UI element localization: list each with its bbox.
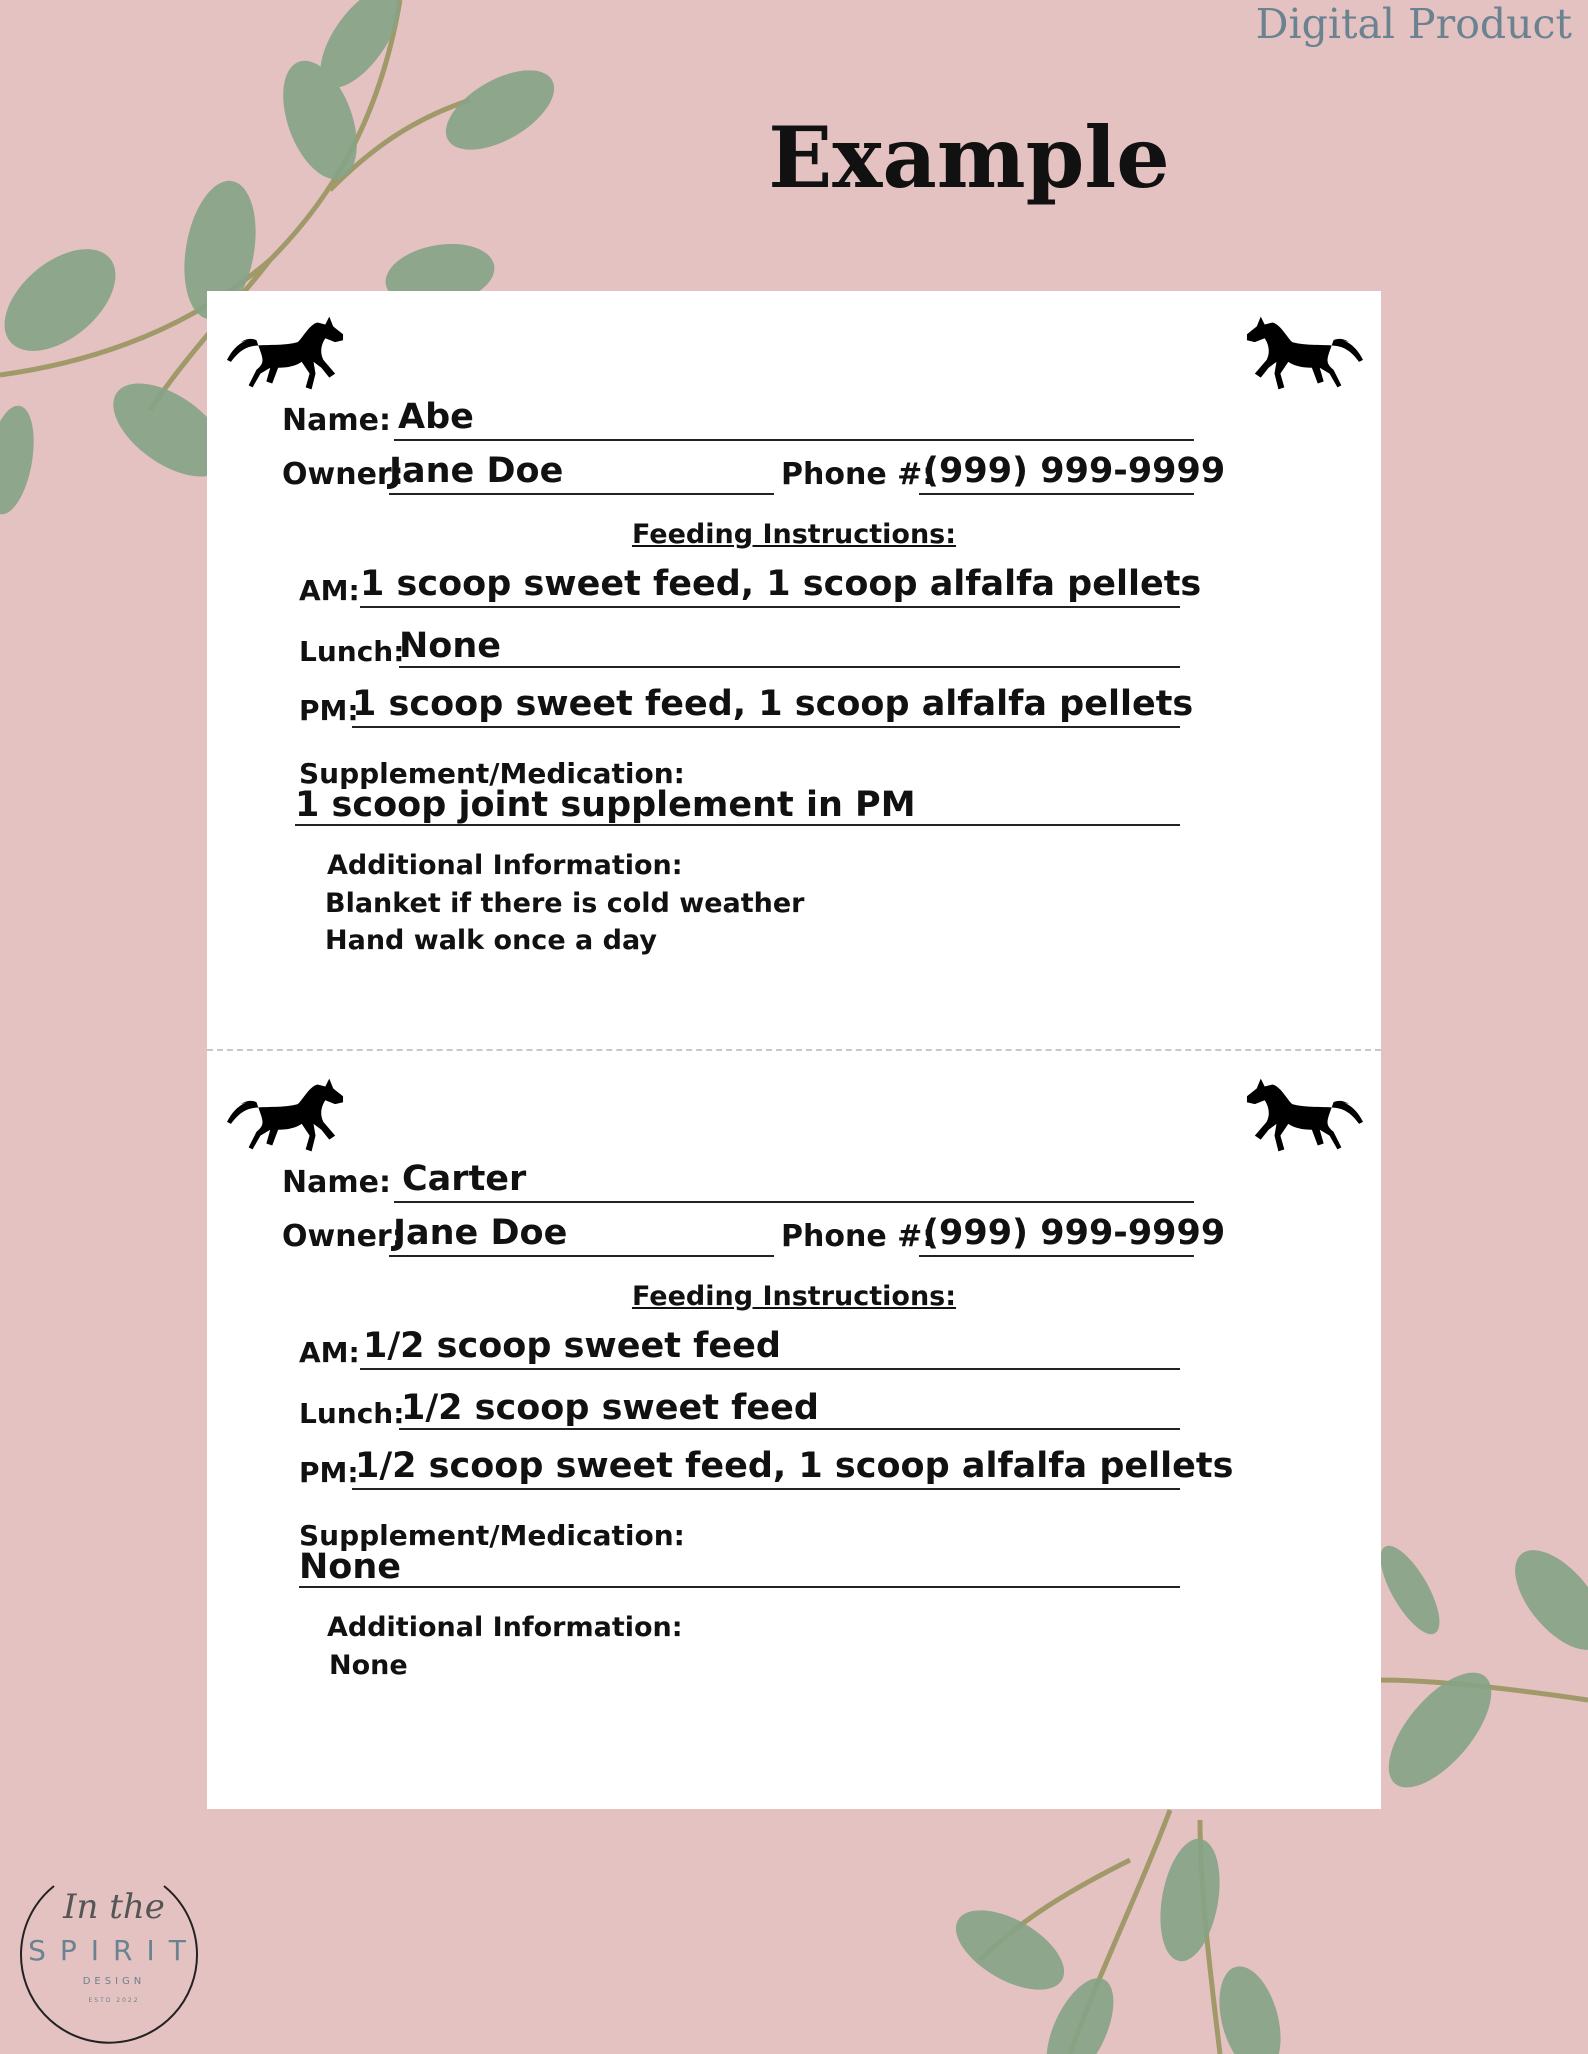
feed-card (207, 291, 1381, 991)
horse-silhouette-icon (227, 311, 345, 393)
lunch-label: Lunch: (299, 1397, 405, 1430)
name-label: Name: (282, 1165, 391, 1200)
logo-est-text: ESTD 2022 (88, 1997, 140, 2004)
am-value: 1/2 scoop sweet feed (363, 1326, 781, 1366)
digital-product-label: Digital Product (1255, 0, 1572, 48)
phone-underline (919, 1255, 1194, 1257)
pm-label: PM: (299, 694, 359, 727)
owner-value: Jane Doe (389, 451, 564, 491)
feed-card-sheet (207, 291, 1381, 1809)
horse-name-value: Abe (398, 397, 474, 437)
phone-value: (999) 999-9999 (923, 1213, 1226, 1253)
horse-silhouette-icon (227, 1073, 345, 1155)
phone-underline (919, 493, 1194, 495)
additional-info-line: Hand walk once a day (325, 925, 657, 956)
pm-underline (352, 1488, 1180, 1490)
phone-label: Phone #: (781, 1219, 935, 1254)
logo-main-text: SPIRIT (28, 1934, 200, 1967)
owner-label: Owner: (282, 457, 404, 492)
horse-silhouette-icon (1245, 311, 1363, 393)
owner-underline (389, 493, 774, 495)
name-underline (394, 1201, 1194, 1203)
am-label: AM: (299, 1336, 360, 1369)
am-underline (360, 606, 1180, 608)
additional-info-line: Blanket if there is cold weather (325, 888, 805, 919)
lunch-underline (399, 1428, 1180, 1430)
feeding-instructions-heading: Feeding Instructions: (631, 519, 957, 550)
logo-script-text: In the (63, 1887, 165, 1927)
am-underline (360, 1368, 1180, 1370)
lunch-underline (399, 666, 1180, 668)
logo-sub-text: DESIGN (82, 1976, 146, 1987)
am-label: AM: (299, 574, 360, 607)
additional-info-label: Additional Information: (327, 1612, 683, 1643)
supplement-label: Supplement/Medication: (299, 757, 685, 790)
phone-value: (999) 999-9999 (923, 451, 1226, 491)
feed-card (207, 1053, 1381, 1753)
pm-value: 1 scoop sweet feed, 1 scoop alfalfa pellets (352, 684, 1194, 724)
horse-name-value: Carter (402, 1159, 527, 1199)
supplement-underline (295, 824, 1180, 826)
in-the-spirit-design-logo (14, 1846, 214, 2046)
owner-value: Jane Doe (393, 1213, 568, 1253)
name-underline (394, 439, 1194, 441)
feeding-instructions-heading: Feeding Instructions: (631, 1281, 957, 1312)
additional-info-line: None (329, 1650, 408, 1681)
name-label: Name: (282, 403, 391, 438)
owner-label: Owner: (282, 1219, 404, 1254)
pm-underline (352, 726, 1180, 728)
additional-info-label: Additional Information: (327, 850, 683, 881)
lunch-value: 1/2 scoop sweet feed (401, 1388, 819, 1428)
phone-label: Phone #: (781, 457, 935, 492)
lunch-label: Lunch: (299, 635, 405, 668)
am-value: 1 scoop sweet feed, 1 scoop alfalfa pellets (360, 564, 1202, 604)
supplement-value: None (299, 1547, 401, 1587)
page-title: Example (768, 108, 1170, 207)
horse-silhouette-icon (1245, 1073, 1363, 1155)
supplement-underline (299, 1586, 1180, 1588)
cut-line-divider (207, 1049, 1381, 1051)
owner-underline (389, 1255, 774, 1257)
supplement-value: 1 scoop joint supplement in PM (295, 785, 916, 825)
supplement-label: Supplement/Medication: (299, 1519, 685, 1552)
pm-label: PM: (299, 1456, 359, 1489)
lunch-value: None (399, 626, 501, 666)
pm-value: 1/2 scoop sweet feed, 1 scoop alfalfa pellets (355, 1446, 1234, 1486)
